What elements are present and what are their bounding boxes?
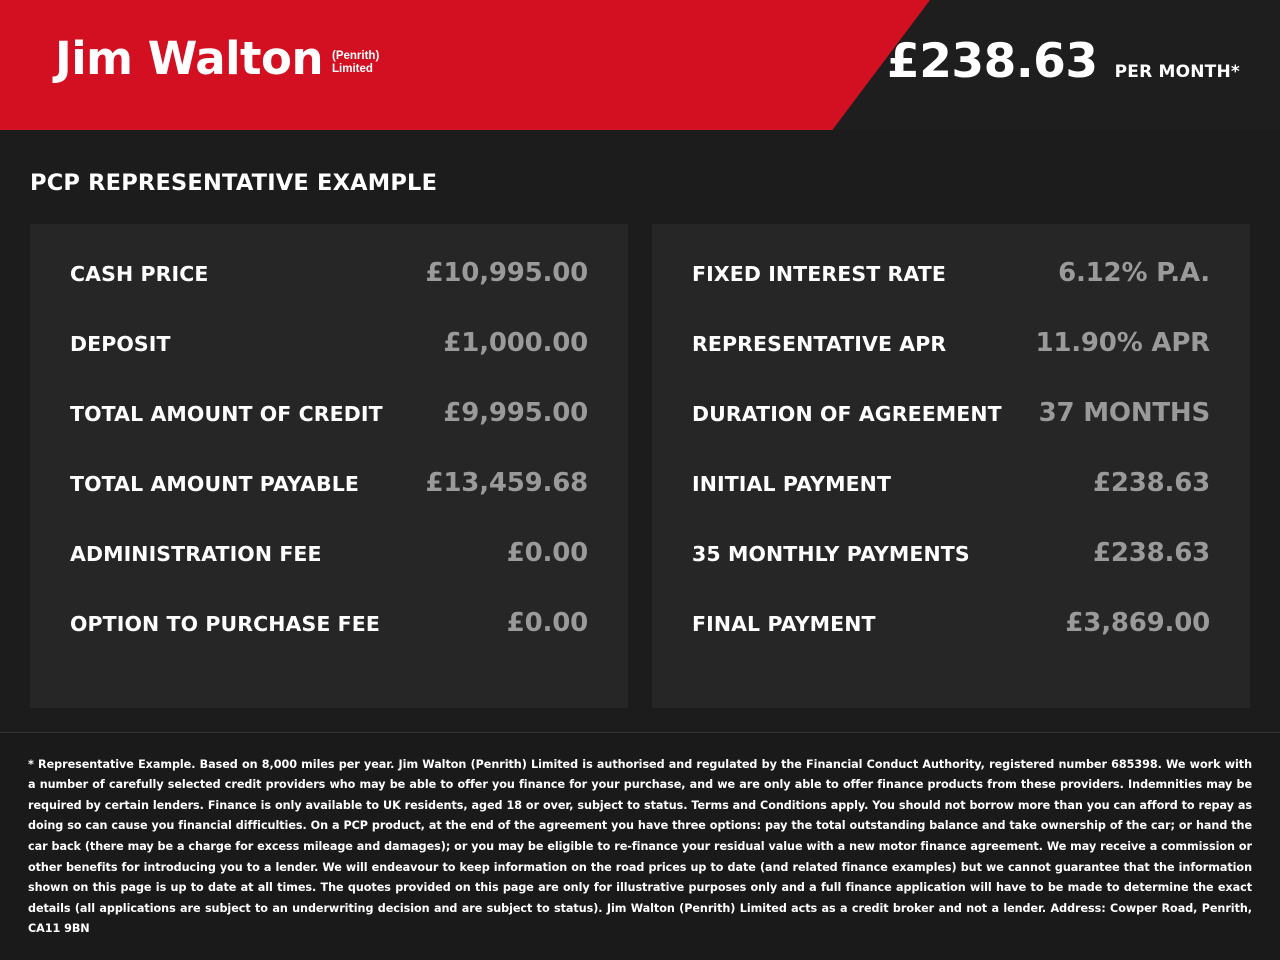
row-value: £238.63 xyxy=(1092,468,1210,498)
dealer-logo xyxy=(55,32,380,85)
table-row xyxy=(70,538,588,608)
table-row xyxy=(692,258,1210,328)
row-label: FIXED INTEREST RATE xyxy=(692,262,946,286)
row-value: 11.90% APR xyxy=(1035,328,1210,358)
row-label: CASH PRICE xyxy=(70,262,209,286)
row-value: £9,995.00 xyxy=(443,398,588,428)
monthly-price-value: £238.63 xyxy=(887,34,1098,89)
disclaimer-footer xyxy=(0,732,1280,960)
page-title: PCP REPRESENTATIVE EXAMPLE xyxy=(30,170,438,196)
row-label: ADMINISTRATION FEE xyxy=(70,542,322,566)
row-label: FINAL PAYMENT xyxy=(692,612,876,636)
table-row xyxy=(70,608,588,678)
table-row xyxy=(692,608,1210,678)
table-row xyxy=(70,258,588,328)
row-value: £10,995.00 xyxy=(425,258,588,288)
monthly-price-block xyxy=(887,34,1240,89)
row-value: 6.12% P.A. xyxy=(1058,258,1210,288)
row-label: TOTAL AMOUNT PAYABLE xyxy=(70,472,359,496)
dealer-logo-name: Jim Walton xyxy=(55,32,324,85)
row-value: £0.00 xyxy=(506,538,588,568)
finance-details-panels xyxy=(30,224,1250,708)
row-label: TOTAL AMOUNT OF CREDIT xyxy=(70,402,383,426)
disclaimer-text: * Representative Example. Based on 8,000 miles per year. Jim Walton (Penrith) Limited is authorised and regulated by the Financial Conduct Authority, registered number 685398. We work with a number of carefully selected credit providers who may be able to offer you finance for your purchase, and we are only able to offer finance products from these providers. Indemnities may be required by certain lenders. Finance is only available to UK residents, aged 18 or over, subject to status. Terms and Conditions apply. You should not borrow more than you can afford to repay as doing so can cause you financial difficulties. On a PCP product, at the end of the agreement you have three options: pay the total outstanding balance and take ownership of the car; or hand the car back (there may be a charge for excess mileage and damages); or you may be eligible to re-finance your residual value with a new motor finance agreement. We may receive a commission or other benefits for introducing you to a lender. We will endeavour to keep information on the road prices up to date (and related finance examples) but we cannot guarantee that the information shown on this page is up to date at all times. The quotes provided on this page are only for illustrative purposes only and a full finance application will have to be made to determine the exact details (all applications are subject to an underwriting decision and are subject to status). Jim Walton (Penrith) Limited acts as a credit broker and not a lender. Address: Cowper Road, Penrith, CA11 9BN xyxy=(28,757,1252,936)
finance-panel-left xyxy=(30,224,628,708)
row-label: INITIAL PAYMENT xyxy=(692,472,892,496)
row-label: DURATION OF AGREEMENT xyxy=(692,402,1002,426)
row-value: £3,869.00 xyxy=(1065,608,1210,638)
table-row xyxy=(70,398,588,468)
row-label: DEPOSIT xyxy=(70,332,171,356)
row-value: £238.63 xyxy=(1092,538,1210,568)
table-row xyxy=(70,328,588,398)
monthly-price-suffix: PER MONTH* xyxy=(1114,62,1240,82)
table-row xyxy=(692,328,1210,398)
dealer-logo-subtitle-line1: (Penrith) xyxy=(332,49,380,62)
page-header xyxy=(0,0,1280,130)
table-row xyxy=(692,398,1210,468)
dealer-logo-subtitle-line2: Limited xyxy=(332,62,373,75)
row-label: REPRESENTATIVE APR xyxy=(692,332,947,356)
row-value: 37 MONTHS xyxy=(1038,398,1210,428)
table-row xyxy=(70,468,588,538)
row-value: £0.00 xyxy=(506,608,588,638)
row-label: OPTION TO PURCHASE FEE xyxy=(70,612,380,636)
table-row xyxy=(692,538,1210,608)
finance-panel-right xyxy=(652,224,1250,708)
row-label: 35 MONTHLY PAYMENTS xyxy=(692,542,970,566)
row-value: £1,000.00 xyxy=(443,328,588,358)
table-row xyxy=(692,468,1210,538)
row-value: £13,459.68 xyxy=(425,468,588,498)
dealer-logo-subtitle xyxy=(332,50,379,76)
